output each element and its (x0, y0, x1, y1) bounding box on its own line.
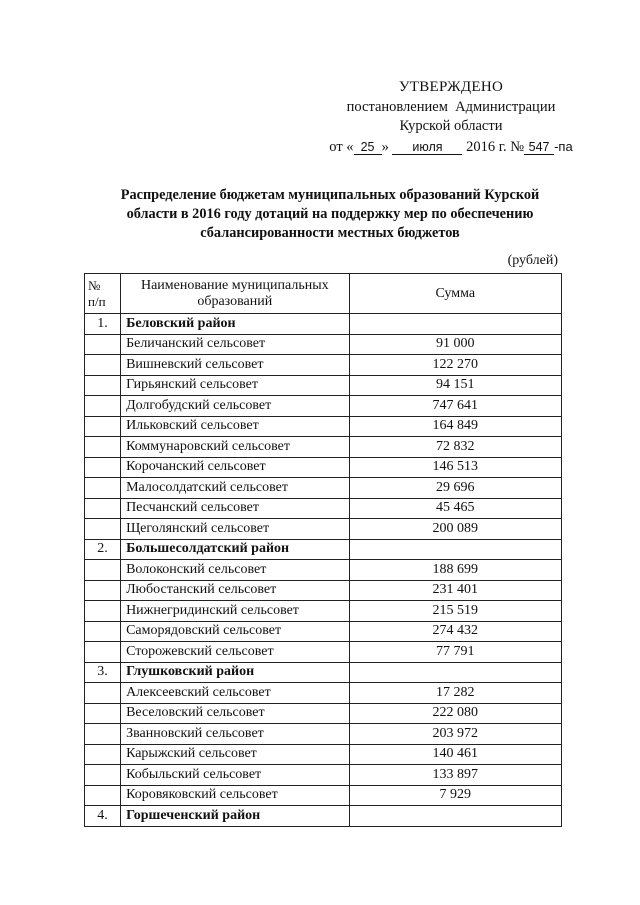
row-amount (349, 806, 561, 827)
year-text: 2016 г. № (466, 138, 525, 155)
approval-title: УТВЕРЖДЕНО (398, 79, 504, 95)
row-name: Волоконский сельсовет (121, 560, 349, 581)
table-row (85, 621, 562, 642)
district-row (85, 662, 562, 683)
number-field: 547 (524, 140, 554, 155)
title-line-2: области в 2016 году дотаций на поддержку мер по обеспечению (126, 206, 534, 222)
row-number (85, 601, 121, 622)
day-field: 25 (354, 140, 382, 155)
row-number (85, 437, 121, 458)
month-field: июля (392, 140, 462, 155)
row-number: 4. (85, 806, 121, 827)
row-amount: 94 151 (349, 375, 561, 396)
table-row (85, 334, 562, 355)
table-row (85, 519, 562, 540)
row-number (85, 416, 121, 437)
row-number (85, 683, 121, 704)
row-number (85, 621, 121, 642)
row-name: Саморядовский сельсовет (121, 621, 349, 642)
table-row (85, 601, 562, 622)
row-name: Алексеевский сельсовет (121, 683, 349, 704)
table-row (85, 765, 562, 786)
row-number (85, 334, 121, 355)
row-number (85, 519, 121, 540)
row-number (85, 642, 121, 663)
row-amount: 164 849 (349, 416, 561, 437)
row-name: Кобыльский сельсовет (121, 765, 349, 786)
row-name: Корочанский сельсовет (121, 457, 349, 478)
row-amount: 7 929 (349, 785, 561, 806)
row-name: Малосолдатский сельсовет (121, 478, 349, 499)
title-line-3: сбалансированности местных бюджетов (200, 225, 460, 241)
row-name: Любостанский сельсовет (121, 580, 349, 601)
row-amount: 747 641 (349, 396, 561, 417)
row-name: Званновский сельсовет (121, 724, 349, 745)
row-number: 3. (85, 662, 121, 683)
row-amount (349, 314, 561, 335)
approval-line-1: постановлением Администрации (346, 98, 556, 115)
table-row (85, 683, 562, 704)
row-number (85, 703, 121, 724)
row-number (85, 580, 121, 601)
table-row (85, 642, 562, 663)
row-amount: 222 080 (349, 703, 561, 724)
row-name: Карыжский сельсовет (121, 744, 349, 765)
row-amount: 122 270 (349, 355, 561, 376)
row-name: Глушковский район (121, 662, 349, 683)
table-row (85, 478, 562, 499)
row-number (85, 744, 121, 765)
row-name: Большесолдатский район (121, 539, 349, 560)
title-line-1: Распределение бюджетам муниципальных образований Курской (120, 187, 540, 203)
date-mid: » (381, 138, 389, 155)
row-amount: 188 699 (349, 560, 561, 581)
table-row (85, 785, 562, 806)
row-amount: 29 696 (349, 478, 561, 499)
header-sum: Сумма (349, 274, 561, 314)
approval-date-line (318, 137, 584, 158)
row-name: Песчанский сельсовет (121, 498, 349, 519)
row-amount (349, 662, 561, 683)
row-name: Ильковский сельсовет (121, 416, 349, 437)
row-name: Коровяковский сельсовет (121, 785, 349, 806)
row-number (85, 457, 121, 478)
header-name: Наименование муниципальных образований (121, 274, 349, 314)
table-body (85, 314, 562, 827)
row-number (85, 785, 121, 806)
row-number (85, 355, 121, 376)
row-amount: 146 513 (349, 457, 561, 478)
row-amount: 274 432 (349, 621, 561, 642)
row-name: Горшеченский район (121, 806, 349, 827)
date-prefix: от « (329, 138, 354, 155)
row-name: Щеголянский сельсовет (121, 519, 349, 540)
table-row (85, 457, 562, 478)
row-amount: 17 282 (349, 683, 561, 704)
row-name: Коммунаровский сельсовет (121, 437, 349, 458)
row-amount: 72 832 (349, 437, 561, 458)
row-number (85, 396, 121, 417)
table-row (85, 724, 562, 745)
district-row (85, 806, 562, 827)
row-amount: 203 972 (349, 724, 561, 745)
table-row (85, 560, 562, 581)
row-number: 1. (85, 314, 121, 335)
document-title (90, 186, 570, 243)
table-row (85, 416, 562, 437)
table-row (85, 498, 562, 519)
row-name: Нижнегридинский сельсовет (121, 601, 349, 622)
table-row (85, 437, 562, 458)
row-amount (349, 539, 561, 560)
row-amount: 200 089 (349, 519, 561, 540)
table-row (85, 375, 562, 396)
approval-line-2: Курской области (399, 118, 503, 134)
row-name: Сторожевский сельсовет (121, 642, 349, 663)
row-amount: 140 461 (349, 744, 561, 765)
row-name: Долгобудский сельсовет (121, 396, 349, 417)
table-header-row (85, 274, 562, 314)
row-amount: 133 897 (349, 765, 561, 786)
table-row (85, 580, 562, 601)
row-name: Веселовский сельсовет (121, 703, 349, 724)
approval-stamp (318, 78, 584, 157)
row-name: Вишневский сельсовет (121, 355, 349, 376)
row-number (85, 498, 121, 519)
row-number (85, 765, 121, 786)
district-row (85, 314, 562, 335)
table-row (85, 744, 562, 765)
district-row (85, 539, 562, 560)
header-number: № п/п (85, 274, 121, 314)
row-amount: 215 519 (349, 601, 561, 622)
row-amount: 77 791 (349, 642, 561, 663)
number-suffix: -па (554, 138, 573, 154)
row-number (85, 724, 121, 745)
row-amount: 91 000 (349, 334, 561, 355)
row-name: Гирьянский сельсовет (121, 375, 349, 396)
row-amount: 45 465 (349, 498, 561, 519)
row-number (85, 375, 121, 396)
row-number: 2. (85, 539, 121, 560)
row-number (85, 478, 121, 499)
row-name: Беличанский сельсовет (121, 334, 349, 355)
row-name: Беловский район (121, 314, 349, 335)
row-amount: 231 401 (349, 580, 561, 601)
table-row (85, 703, 562, 724)
row-number (85, 560, 121, 581)
units-label: (рублей) (507, 253, 558, 268)
table-row (85, 396, 562, 417)
budget-table (84, 273, 562, 827)
table-row (85, 355, 562, 376)
